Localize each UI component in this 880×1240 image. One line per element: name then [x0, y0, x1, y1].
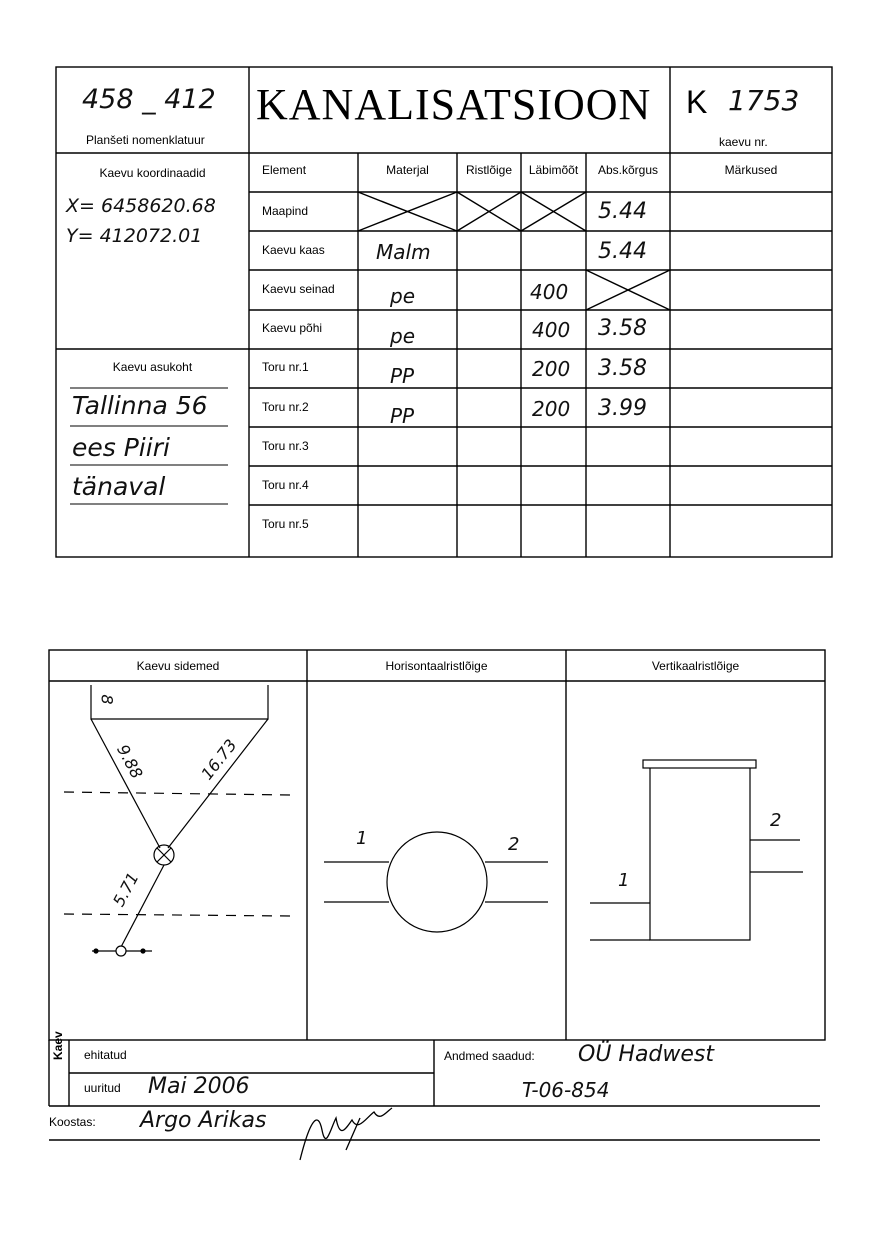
coordinate-y: Y= 412072.01 [66, 225, 203, 247]
data-from-label: Andmed saadud: [444, 1049, 535, 1063]
nomenclature-value: 458 _ 412 [82, 84, 216, 115]
form-title: KANALISATSIOON [256, 80, 652, 129]
surveyed-value: Mai 2006 [148, 1074, 250, 1099]
row-abs-height: 3.58 [598, 316, 647, 341]
coordinates-label: Kaevu koordinaadid [99, 166, 206, 180]
row-abs-height: 5.44 [598, 199, 647, 224]
row-material: Malm [376, 240, 431, 264]
row-material: pe [390, 324, 415, 348]
dim-top: 8 [97, 694, 117, 705]
row-material: pe [390, 284, 415, 308]
row-material: PP [390, 404, 415, 428]
col-header-abs-height: Abs.kõrgus [597, 163, 659, 177]
well-side-label: Kaev [51, 1031, 65, 1060]
location-label: Kaevu asukoht [112, 360, 193, 374]
surveyed-label: uuritud [84, 1081, 121, 1095]
well-number-label: kaevu nr. [719, 135, 768, 149]
coordinate-x: X= 6458620.68 [66, 195, 216, 217]
pipe-2-label: 2 [770, 810, 782, 831]
row-element: Toru nr.4 [262, 478, 309, 492]
signature-scribble [300, 1108, 392, 1160]
horizontal-section-label: Horisontaalristlõige [385, 659, 488, 673]
row-diameter: 400 [530, 280, 569, 304]
built-label: ehitatud [84, 1048, 127, 1062]
dim-right: 16.73 [197, 735, 241, 784]
row-element: Toru nr.2 [262, 400, 309, 414]
vertical-section-label: Vertikaalristlõige [651, 659, 740, 673]
data-reference: T-06-854 [522, 1078, 610, 1102]
location-line-3: tänaval [72, 472, 166, 501]
row-diameter: 200 [532, 397, 571, 421]
connections-sketch [64, 685, 290, 956]
col-header-material: Materjal [386, 163, 429, 177]
row-element: Toru nr.3 [262, 439, 309, 453]
dim-bottom: 5.71 [109, 869, 143, 910]
row-element: Toru nr.1 [262, 360, 309, 374]
dim-left: 9.88 [113, 741, 147, 782]
well-number: 1753 [728, 84, 800, 117]
row-element: Toru nr.5 [262, 517, 309, 531]
connections-label: Kaevu sidemed [136, 659, 220, 673]
row-element: Kaevu kaas [262, 243, 325, 257]
nomenclature-label: Planšeti nomenklatuur [86, 133, 205, 147]
row-element: Maapind [262, 204, 309, 218]
row-element: Kaevu põhi [262, 321, 323, 335]
col-header-cross-section: Ristlõige [465, 163, 513, 177]
pipe-1-label: 1 [356, 828, 368, 849]
row-element: Kaevu seinad [262, 282, 335, 296]
compiled-value: Argo Arikas [140, 1108, 267, 1133]
compiled-label: Koostas: [49, 1115, 96, 1129]
row-abs-height: 5.44 [598, 239, 647, 264]
pipe-2-label: 2 [508, 834, 520, 855]
col-header-element: Element [262, 163, 307, 177]
vertical-section-sketch [590, 760, 803, 940]
well-prefix: K [686, 84, 708, 120]
row-diameter: 200 [532, 357, 571, 381]
col-header-diameter: Läbimõõt [528, 163, 579, 177]
row-material: PP [390, 364, 415, 388]
row-diameter: 400 [532, 318, 571, 342]
row-abs-height: 3.58 [598, 356, 647, 381]
data-from-value: OÜ Hadwest [578, 1042, 715, 1067]
location-line-2: ees Piiri [72, 433, 170, 462]
row-abs-height: 3.99 [598, 396, 647, 421]
pipe-1-label: 1 [618, 870, 630, 891]
col-header-notes: Märkused [724, 163, 778, 177]
location-line-1: Tallinna 56 [72, 391, 208, 420]
